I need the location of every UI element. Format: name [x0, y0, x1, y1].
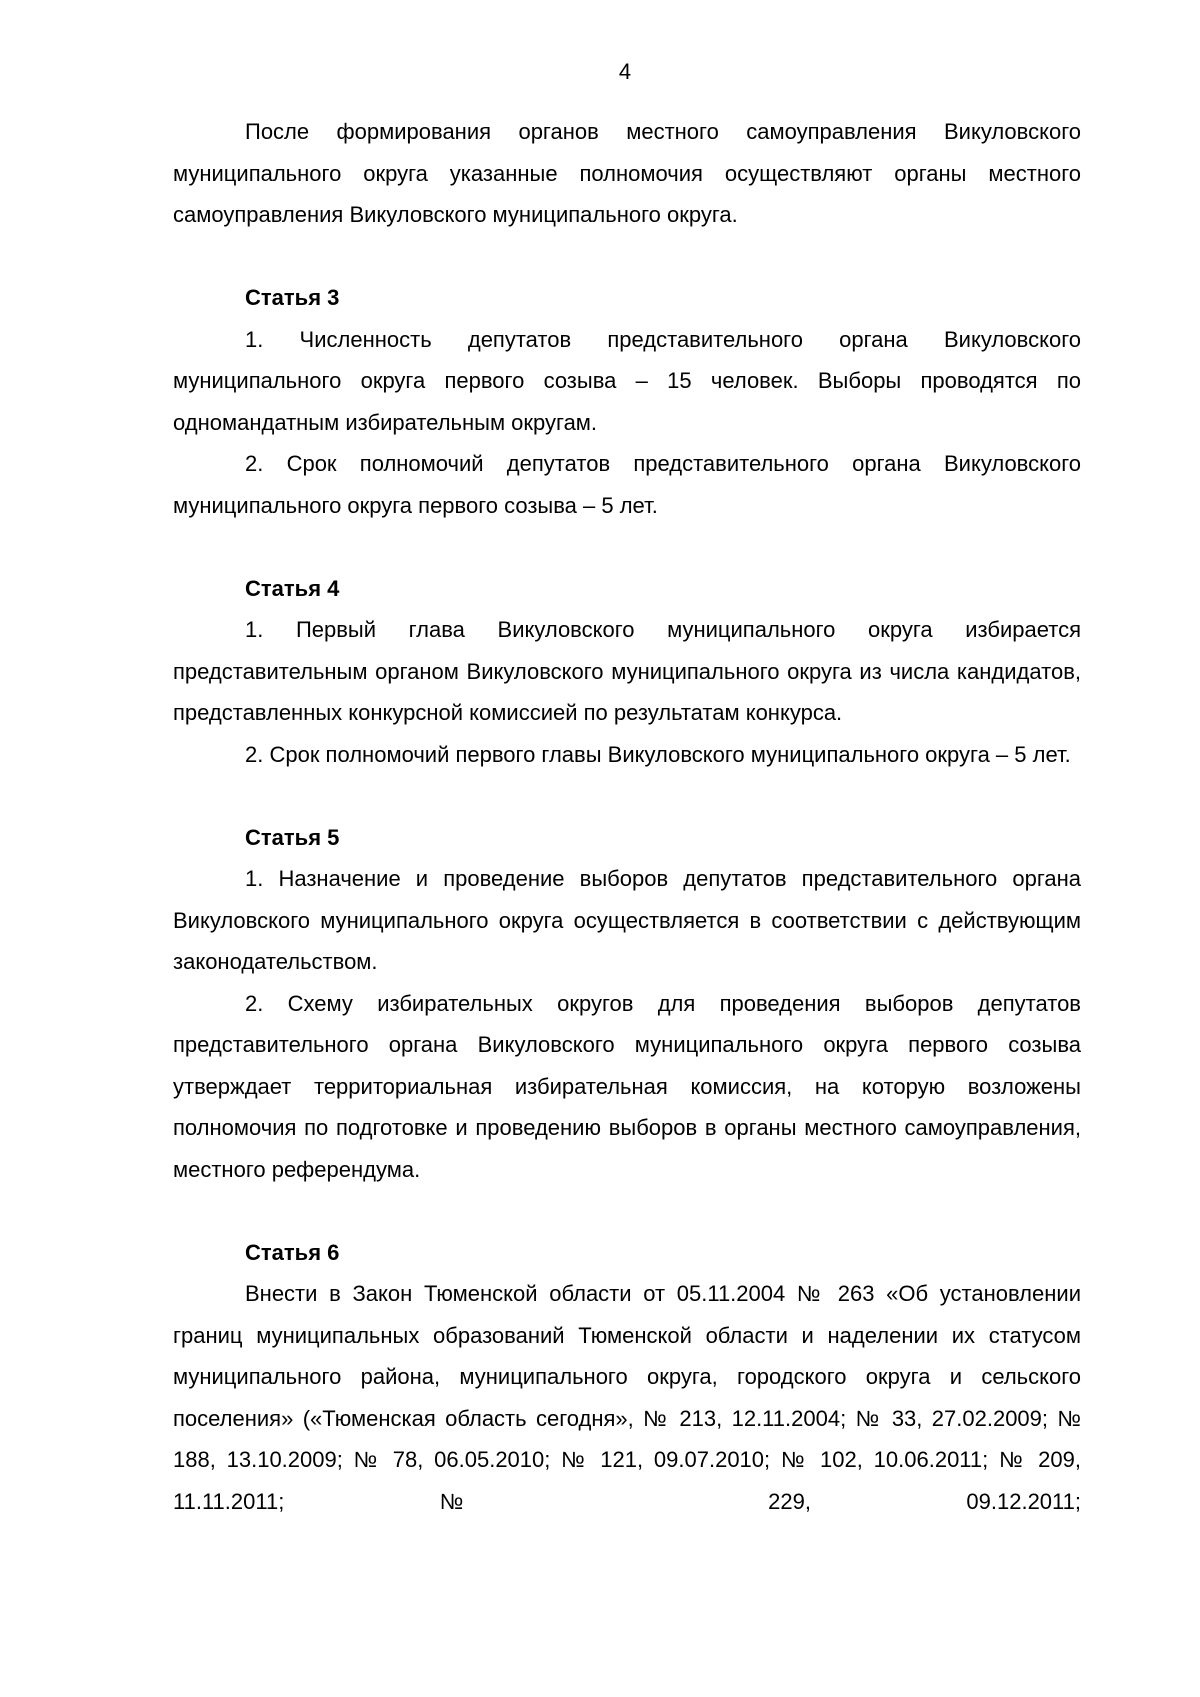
spacer [173, 1190, 1081, 1232]
article-3-paragraph-2: 2. Срок полномочий депутатов представительного органа Викуловского муниципального округа первого созыва – 5 лет. [173, 451, 1081, 518]
article-4-paragraph-2: 2. Срок полномочий первого главы Викуловского муниципального округа – 5 лет. [245, 741, 1071, 767]
article-4-heading: Статья 4 [245, 575, 340, 601]
article-5-heading: Статья 5 [245, 824, 340, 850]
article-3-heading: Статья 3 [245, 285, 340, 310]
document-body [173, 111, 1081, 1522]
intro-paragraph: После формирования органов местного самоуправления Викуловского муниципального округа указанные полномочия осуществляют органы местного самоуправления Викуловского муниципального округа. [173, 119, 1081, 227]
page-number: 4 [618, 59, 632, 84]
article-4-paragraph-1: 1. Первый глава Викуловского муниципального округа избирается представительным органом Викуловского муниципального округа из числа кандидатов, представленных конкурсной комиссией по результатам конкурса. [173, 617, 1081, 725]
article-5-paragraph-1: 1. Назначение и проведение выборов депутатов представительного органа Викуловского муниципального округа осуществляется в соответствии с действующим законодательством. [173, 866, 1081, 974]
spacer [173, 236, 1081, 278]
article-6-heading: Статья 6 [245, 1239, 340, 1265]
article-3-paragraph-1: 1. Численность депутатов представительного органа Викуловского муниципального округа первого созыва – 15 человек. Выборы проводятся по одномандатным избирательным округам. [173, 326, 1081, 435]
article-6-paragraph-1: Внести в Закон Тюменской области от 05.11.2004 № 263 «Об установлении границ муниципальных образований Тюменской области и наделении их статусом муниципального района, муниципального округа, городского округа и сельского поселения» («Тюменская область сегодня», № 213, 12.11.2004; № 33, 27.02.2009; № 188, 13.10.2009; № 78, 06.05.2010; № 121, 09.07.2010; № 102, 10.06.2011; № 209, 11.11.2011; № 229, 09.12.2011; [173, 1281, 1081, 1514]
article-5-paragraph-2: 2. Схему избирательных округов для проведения выборов депутатов представительного органа Викуловского муниципального округа первого созыва утверждает территориальная избирательная комиссия, на которую возложены полномочия по подготовке и проведению выборов в органы местного самоуправления, местного референдума. [173, 990, 1081, 1182]
spacer [173, 526, 1081, 568]
spacer [173, 775, 1081, 817]
